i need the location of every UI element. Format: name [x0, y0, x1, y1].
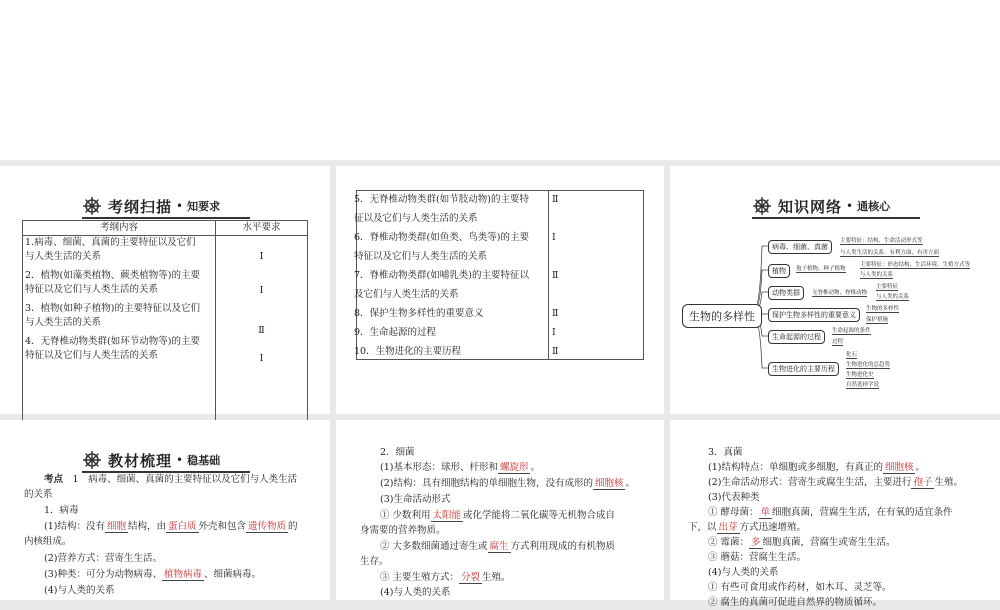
banner-subtitle: 稳基础: [187, 454, 221, 467]
text-line: ① 有些可食用或作药材，如木耳、灵芝等。: [708, 582, 892, 593]
exam-point: [44, 472, 297, 487]
text-span: (1)结构：没有: [44, 521, 105, 532]
mind-map-leaf: 主要特征：形态结构、生活环境、生殖方式等: [860, 262, 971, 268]
mind-map-leaf: 与人类的关系: [876, 294, 910, 300]
text-span: 方式迅速增殖。: [739, 522, 807, 533]
text-span: 外壳和包含: [198, 521, 247, 532]
ship-wheel-icon: [82, 450, 102, 470]
answer-blank: 分裂: [461, 572, 481, 583]
blank-top-area: [0, 0, 1000, 160]
answer-blank: 多: [751, 537, 761, 548]
text-span: 生殖。: [482, 572, 511, 583]
level-value: Ⅱ: [552, 308, 559, 319]
answer-blank: 细胞: [106, 521, 126, 532]
text-line: [688, 520, 806, 535]
text-span: 生殖。: [934, 477, 963, 488]
row-text: 及它们与人类生活的关系: [354, 289, 459, 300]
slide-syllabus-2[interactable]: [336, 166, 664, 414]
mind-map-leaf: 自然选择学说: [846, 382, 880, 388]
text-span: 细胞真菌，营腐生生活，在有氧的适宜条件: [772, 507, 953, 518]
mind-map-leaf: 与人类生活的关系：有利方面、有害方面: [840, 250, 940, 256]
column-header-content: 考纲内容: [23, 221, 216, 236]
text-line: (4)与人类的关系: [380, 587, 451, 598]
table-cell-content: [23, 236, 216, 429]
mind-map-leaf: 生物的多样性: [866, 306, 900, 312]
text-span: (3)种类：可分为动物病毒、: [44, 569, 162, 580]
exam-point-text: 的关系: [24, 489, 53, 500]
mind-map-leaf: 与人类的关系: [860, 272, 894, 278]
mind-map-leaf: 过程: [832, 339, 844, 345]
answer-blank: 出芽: [718, 522, 738, 533]
text-span: 。: [915, 462, 925, 473]
syllabus-rows: [354, 190, 529, 361]
text-span: (2)生命活动形式：营寄生或腐生生活，主要进行: [708, 477, 912, 488]
answer-blank: 细胞核: [884, 462, 914, 473]
text-span: 。: [530, 462, 540, 473]
answer-blank: 腐生: [489, 541, 509, 552]
banner-underline: [82, 217, 250, 219]
row-text: 征以及它们与人类生活的关系: [354, 213, 478, 224]
text-line: (3)代表种类: [708, 492, 760, 503]
section-banner: [82, 448, 250, 472]
text-line: [380, 539, 615, 554]
text-span: 的: [288, 521, 298, 532]
table-cell-level: [216, 236, 308, 429]
row-text: 3．植物(如种子植物)的主要特征以及它们: [25, 303, 200, 314]
text-span: 下，以: [688, 522, 717, 533]
text-span: (1)结构特点：单细胞或多细胞，有真正的: [708, 462, 883, 473]
level-column: [552, 190, 558, 361]
answer-blank: 蛋白质: [168, 521, 197, 532]
mind-map-leaf: 主要特征：结构、生命活动形式等: [840, 238, 923, 244]
text-span: 方式利用现成的有机物质: [510, 541, 616, 552]
slide-knowledge-network[interactable]: [670, 166, 1000, 414]
row-text: 6．脊椎动物类群(如鱼类、鸟类等)的主要: [354, 232, 529, 243]
exam-point-label: 考点: [44, 474, 64, 485]
text-line: (4)与人类的关系: [708, 567, 779, 578]
text-line: (3)生命活动形式: [380, 494, 451, 505]
answer-blank: 细胞核: [594, 478, 624, 489]
mind-map-leaf: 主要特征: [876, 284, 899, 290]
text-span: (2)结构：具有细胞结构的单细胞生物，没有成形的: [380, 478, 593, 489]
answer-blank: 太阳能: [432, 510, 462, 521]
ship-wheel-icon: [82, 196, 102, 216]
banner-title: 考纲扫描: [108, 197, 173, 216]
text-line: (2)营养方式：营寄生生活。: [44, 553, 162, 564]
text-span: (1)基本形态：球形、杆形和: [380, 462, 498, 473]
mind-map-leaf: 保护措施: [866, 317, 889, 323]
text-span: 结构，由: [127, 521, 166, 532]
row-text: 特征以及它们与人类生活的关系: [25, 350, 159, 361]
answer-blank: 遗传物质: [248, 521, 287, 532]
row-text: 7．脊椎动物类群(如哺乳类)的主要特征以: [354, 270, 529, 281]
text-line: (4)与人类的关系: [44, 585, 115, 596]
text-line: ② 腐生的真菌可促进自然界的物质循环。: [708, 597, 883, 608]
row-text: 8．保护生物多样性的重要意义: [354, 308, 484, 319]
row-text: 10．生物进化的主要历程: [354, 346, 462, 357]
banner-subtitle: 知要求: [187, 200, 221, 213]
level-value: Ⅱ: [258, 325, 265, 336]
text-line: [380, 508, 615, 523]
syllabus-table: [22, 220, 308, 429]
mind-map-node: 生物进化的主要历程: [768, 362, 839, 376]
text-span: ② 霉菌：: [708, 537, 750, 548]
text-line: [44, 567, 261, 582]
mind-map-node: 病毒、细菌、真菌: [768, 240, 832, 254]
row-text: 4．无脊椎动物类群(如环节动物等)的主要: [25, 336, 200, 347]
section-banner: [82, 194, 250, 218]
row-text: 特征以及它们与人类生活的关系: [354, 251, 488, 262]
text-line: ③ 蘑菇：营腐生生活。: [708, 552, 807, 563]
text-line: 内核组成。: [24, 536, 72, 547]
text-span: ① 少数利用: [380, 510, 431, 521]
answer-blank: 单: [760, 507, 771, 518]
text-span: 细胞真菌，营腐生或寄生生活。: [762, 537, 896, 548]
mind-map-leaf: 生物进化史: [846, 372, 874, 378]
text-line: [708, 475, 963, 490]
text-span: 。: [625, 478, 635, 489]
answer-blank: 孢子: [913, 477, 933, 488]
answer-blank: 螺旋形: [499, 462, 529, 473]
text-line: [380, 476, 635, 491]
slide-syllabus-1[interactable]: [0, 166, 330, 414]
mind-map-leaf: 化石: [846, 352, 858, 358]
banner-dot: •: [176, 199, 184, 213]
exam-point-text: 1 病毒、细菌、真菌的主要特征以及它们与人类生活: [72, 474, 298, 485]
level-value: Ⅰ: [259, 353, 264, 364]
text-line: 身需要的营养物质。: [360, 525, 446, 536]
text-line: [708, 460, 925, 475]
column-divider: [548, 191, 549, 359]
text-span: ① 酵母菌：: [708, 507, 759, 518]
row-text: 2．植物(如藻类植物、蕨类植物等)的主要: [25, 270, 200, 281]
row-text: 与人类生活的关系: [25, 317, 102, 328]
column-header-level: 水平要求: [216, 221, 308, 236]
banner-title: 知识网络: [778, 197, 843, 216]
row-text: 1.病毒、细菌、真菌的主要特征以及它们: [25, 237, 196, 248]
mind-map-leaf: 无脊椎动物、脊椎动物: [812, 290, 868, 296]
subsection-title: 2．细菌: [380, 447, 415, 458]
text-line: 生存。: [360, 556, 389, 567]
subsection-title: 1．病毒: [44, 505, 79, 516]
mind-map-leaf: 生命起源的条件: [832, 328, 871, 334]
banner-dot: •: [176, 453, 184, 467]
mind-map-root: 生物的多样性: [682, 304, 762, 328]
text-line: [708, 505, 953, 520]
mind-map-node: 生命起源的过程: [768, 330, 825, 344]
level-value: Ⅰ: [552, 232, 556, 243]
banner-title: 教材梳理: [108, 451, 173, 470]
mind-map-node: 保护生物多样性的重要意义: [768, 308, 860, 322]
level-value: Ⅰ: [259, 251, 264, 262]
slide-textbook-review-virus[interactable]: [0, 420, 330, 600]
text-span: 、细菌病毒。: [203, 569, 261, 580]
text-line: [380, 460, 540, 475]
row-text: 特征以及它们与人类生活的关系: [25, 284, 159, 295]
text-line: [708, 535, 896, 550]
slide-textbook-review-fungi[interactable]: [670, 420, 1000, 608]
answer-blank: 植物病毒: [163, 569, 202, 580]
mind-map-leaf: 生物进化的总趋势: [846, 362, 891, 368]
banner-dot: •: [846, 199, 854, 213]
text-line: [380, 570, 511, 585]
level-value: Ⅱ: [552, 346, 559, 357]
mind-map-leaf: 孢子植物、种子植物: [796, 266, 846, 272]
slide-textbook-review-bacteria[interactable]: [336, 420, 664, 600]
text-span: ③ 主要生殖方式：: [380, 572, 460, 583]
level-value: Ⅰ: [259, 285, 264, 296]
text-span: ② 大多数细菌通过寄生或: [380, 541, 488, 552]
level-value: Ⅱ: [552, 270, 559, 281]
row-text: 与人类生活的关系: [25, 251, 102, 262]
level-value: Ⅰ: [552, 327, 556, 338]
text-span: 或化学能将二氧化碳等无机物合成自: [463, 510, 616, 521]
text-line: [44, 519, 298, 534]
level-value: Ⅱ: [552, 194, 559, 205]
subsection-title: 3．真菌: [708, 447, 743, 458]
row-text: 9．生命起源的过程: [354, 327, 437, 338]
mind-map-node: 动物类群: [768, 286, 804, 300]
banner-subtitle: 通核心: [857, 200, 891, 213]
row-text: 5．无脊椎动物类群(如节肢动物)的主要特: [354, 194, 529, 205]
mind-map-node: 植物: [768, 264, 790, 278]
